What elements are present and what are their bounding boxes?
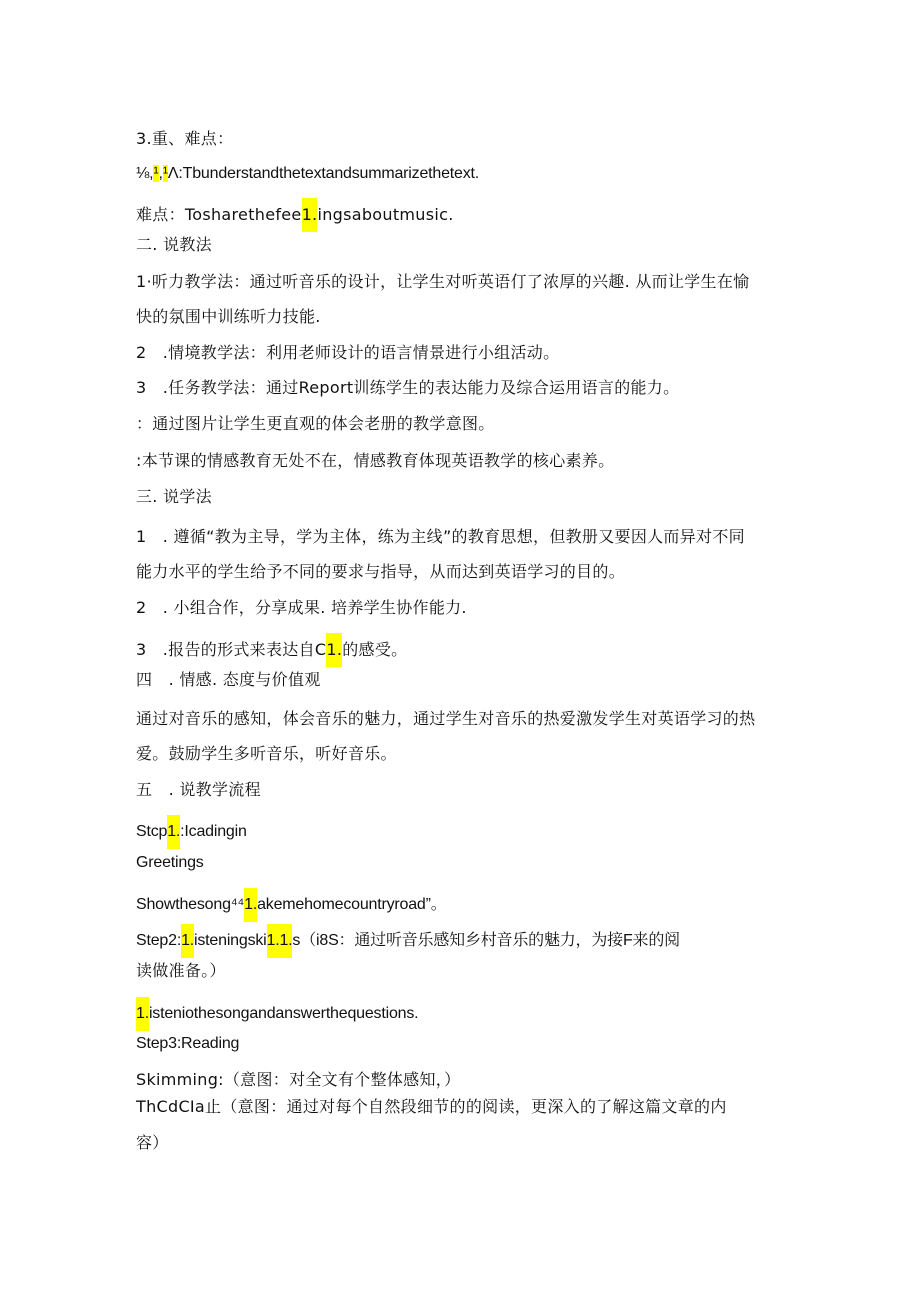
text-segment: 四 . 情感. 态度与价值观 [136, 670, 321, 689]
text-segment: 1·听力教学法：通过听音乐的设计，让学生对听英语仃了浓厚的兴趣. 从而让学生在愉 [136, 272, 750, 291]
text-segment: 2 . 小组合作，分享成果. 培养学生协作能力. [136, 598, 467, 617]
text-segment: s（i8S：通过听音乐感知乡村音乐的魅力，为接F来的阅 [292, 932, 680, 949]
paragraph-task-method [136, 377, 679, 399]
text-segment: Skimming:（意图：对全文有个整体感知，） [136, 1070, 461, 1089]
text-segment: 二. 说教法 [136, 235, 212, 254]
text-segment: Greetings [136, 854, 204, 871]
step1-leading-in [136, 815, 247, 849]
paragraph-picture-method [136, 413, 495, 435]
text-segment: Stcp [136, 823, 168, 840]
text-segment: 3 .报告的形式来表达自C [136, 640, 327, 659]
section-heading-teaching-process [136, 779, 261, 801]
text-segment: 读做准备。） [136, 961, 226, 980]
text-segment: 爱。鼓励学生多听音乐，听好音乐。 [136, 744, 397, 763]
text-segment: Λ:Tbunderstandthetextandsummarizethetext. [167, 165, 480, 182]
highlighted-text: ¹ [153, 165, 159, 182]
step3-reading [136, 1033, 239, 1055]
step2-listening-skills [136, 924, 680, 958]
text-segment: ThCdCIa止（意图：通过对每个自然段细节的的阅读，更深入的了解这篇文章的内 [136, 1097, 727, 1116]
paragraph-values-cont [136, 743, 397, 765]
section-heading-teaching-methods [136, 234, 212, 256]
show-song-text [136, 888, 447, 922]
listen-song-answer-questions [136, 997, 418, 1031]
section-heading-attitudes-values [136, 669, 321, 691]
paragraph-learning-3 [136, 633, 407, 667]
text-segment: Showthesong⁴⁴ [136, 896, 245, 913]
paragraph-situational-method [136, 342, 559, 364]
text-segment: 1 . 遵循“教为主导，学为主体，练为主线”的教育思想，但教册又要因人而异对不同 [136, 527, 745, 546]
highlighted-text: ¹ [162, 165, 168, 182]
paragraph-listening-method-cont [136, 306, 321, 328]
text-segment: 难点：Tosharethefee [136, 205, 302, 224]
highlighted-text: 1. [167, 815, 180, 849]
scanning-text [136, 1096, 727, 1118]
text-segment: 的感受。 [342, 640, 408, 659]
highlighted-text: 1. [326, 633, 342, 667]
text-segment: 三. 说学法 [136, 487, 212, 506]
text-segment: 容） [136, 1133, 169, 1152]
text-segment: 3.重、难点： [136, 129, 234, 148]
section-heading-learning-methods [136, 486, 212, 508]
text-segment: ：通过图片让学生更直观的体会老册的教学意图。 [136, 414, 495, 433]
text-segment: 能力水平的学生给予不同的要求与指导，从而达到英语学习的目的。 [136, 562, 626, 581]
key-point-text [136, 163, 479, 185]
difficult-point-text [136, 198, 454, 232]
text-segment: :Icadingin [180, 823, 247, 840]
paragraph-learning-1 [136, 526, 745, 548]
heading-key-points [136, 128, 233, 150]
text-segment: isteningski [194, 932, 267, 949]
text-segment: 3 .任务教学法：通过Report训练学生的表达能力及综合运用语言的能力。 [136, 378, 680, 397]
text-segment: ingsaboutmusic. [317, 205, 454, 224]
text-segment: 快的氛围中训练听力技能. [136, 307, 321, 326]
skimming-text [136, 1069, 460, 1091]
text-segment: , [158, 165, 163, 182]
text-segment: :本节课的情感教育无处不在，情感教育体现英语教学的核心素养。 [136, 451, 615, 470]
text-segment: 通过对音乐的感知，体会音乐的魅力，通过学生对音乐的热爱激发学生对英语学习的热 [136, 709, 756, 728]
text-segment: Step3:Reading [136, 1035, 240, 1052]
paragraph-emotion-education [136, 450, 614, 472]
paragraph-learning-1-cont [136, 561, 625, 583]
paragraph-values [136, 708, 755, 730]
highlighted-text: 1. [244, 888, 257, 922]
paragraph-learning-2 [136, 597, 467, 619]
paragraph-listening-method [136, 271, 749, 293]
greetings-text [136, 852, 204, 874]
text-segment: 2 .情境教学法：利用老师设计的语言情景进行小组活动。 [136, 343, 560, 362]
text-segment: akemehomecountryroad”。 [257, 896, 447, 913]
text-segment: 五 . 说教学流程 [136, 780, 261, 799]
text-segment: Step2: [136, 932, 182, 949]
text-segment: ⅛, [136, 165, 154, 182]
highlighted-text: 1.1. [267, 924, 293, 958]
text-segment: isteniothesongandanswerthequestions. [148, 1005, 419, 1022]
scanning-text-cont [136, 1132, 169, 1154]
highlighted-text: 1. [181, 924, 194, 958]
step2-listening-skills-cont [136, 960, 226, 982]
highlighted-text: 1. [136, 997, 149, 1031]
highlighted-text: 1. [302, 198, 318, 232]
